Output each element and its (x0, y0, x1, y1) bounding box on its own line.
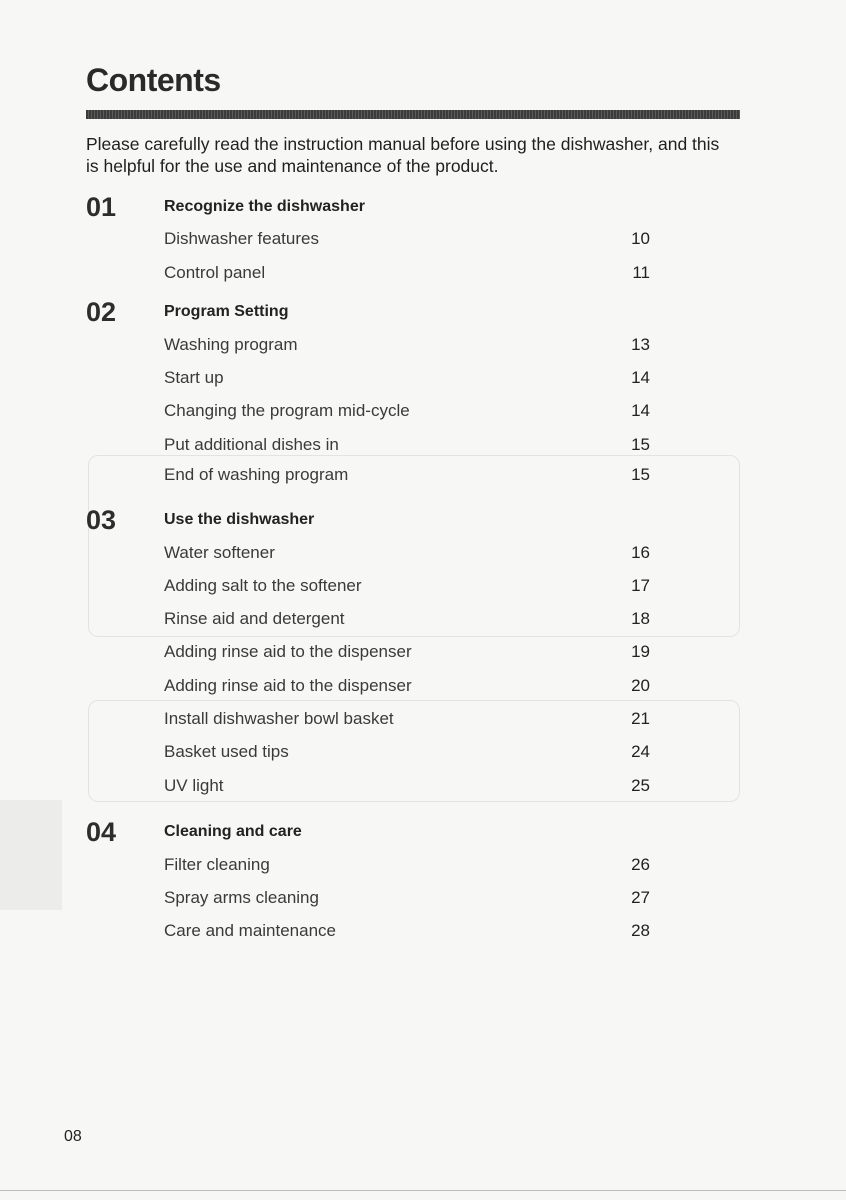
toc-entry-label: Put additional dishes in (164, 435, 339, 454)
toc-entry-page: 18 (631, 609, 650, 628)
toc-entry-page: 25 (631, 776, 650, 795)
toc-entry-label: Adding rinse aid to the dispenser (164, 642, 412, 661)
toc-entry-page: 16 (631, 543, 650, 562)
section-number: 03 (86, 505, 117, 535)
toc-entry-page: 19 (631, 642, 650, 661)
toc-entry-page: 15 (631, 465, 650, 484)
toc-entry-label: Adding rinse aid to the dispenser (164, 676, 412, 695)
section-number: 04 (86, 817, 117, 847)
toc-entry-page: 11 (632, 263, 650, 282)
toc-entry-label: Spray arms cleaning (164, 888, 319, 907)
toc-entry-page: 17 (631, 576, 650, 595)
intro-text: Please carefully read the instruction manual before using the dishwasher, and this is helpful for the use and maintenance of the product. (86, 134, 720, 176)
toc-entry-label: Start up (164, 368, 224, 387)
toc-entry-label: Install dishwasher bowl basket (164, 709, 394, 728)
section-title: Recognize the dishwasher (164, 198, 365, 215)
page-edge-line (0, 1190, 846, 1191)
toc-entry-page: 20 (631, 676, 650, 695)
toc-entry-label: UV light (164, 776, 224, 795)
section-title: Cleaning and care (164, 823, 302, 840)
toc-entry-label: Filter cleaning (164, 855, 270, 874)
toc-entry-label: Adding salt to the softener (164, 576, 362, 595)
toc-entry-page: 13 (631, 335, 650, 354)
page-title: Contents (86, 62, 221, 98)
toc-entry-label: Dishwasher features (164, 229, 319, 248)
section-title: Program Setting (164, 303, 289, 320)
toc-entry-page: 27 (631, 888, 650, 907)
section-title: Use the dishwasher (164, 511, 315, 528)
toc-entry-page: 15 (631, 435, 650, 454)
toc-entry-page: 14 (631, 401, 650, 420)
toc-entry-label: Changing the program mid-cycle (164, 401, 410, 420)
toc-entry-page: 10 (631, 229, 650, 248)
toc-entry-label: Control panel (164, 263, 266, 282)
toc-entry-page: 28 (631, 921, 650, 940)
toc-entry-label: Water softener (164, 543, 275, 562)
section-number: 01 (86, 192, 117, 222)
side-tab-decoration (0, 800, 62, 910)
page-number: 08 (64, 1128, 82, 1145)
toc-entry-page: 24 (631, 742, 650, 761)
title-rule (86, 110, 740, 119)
toc-entry-page: 14 (631, 368, 650, 387)
toc-entry-page: 26 (631, 855, 650, 874)
toc-entry-label: End of washing program (164, 465, 349, 484)
toc-entry-label: Washing program (164, 335, 298, 354)
section-number: 02 (86, 297, 117, 327)
toc-entry-label: Basket used tips (164, 742, 289, 761)
toc-entry-page: 21 (631, 709, 650, 728)
toc-entry-label: Care and maintenance (164, 921, 337, 940)
toc-entry-label: Rinse aid and detergent (164, 609, 345, 628)
